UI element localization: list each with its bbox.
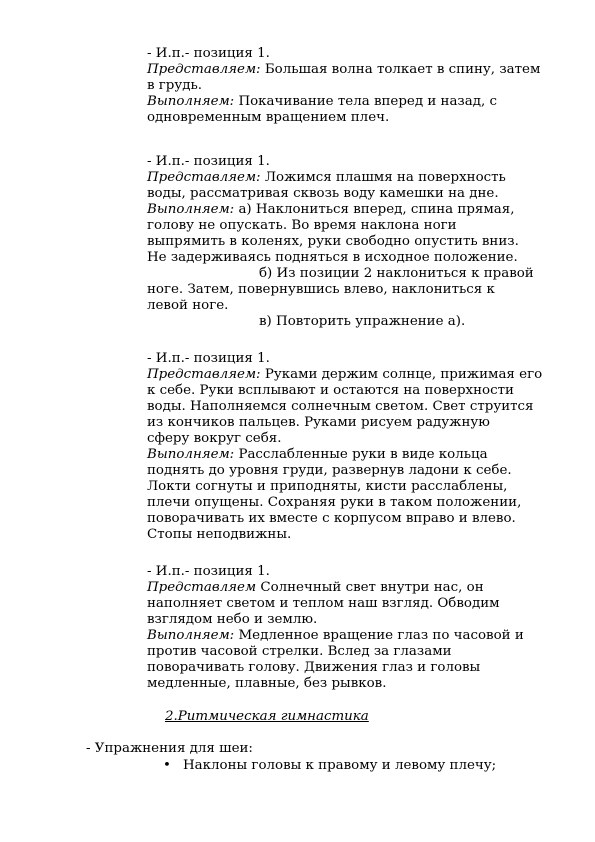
line-label: Выполняем:: [147, 202, 235, 217]
line-label: Представляем: [147, 580, 257, 595]
line-text: Большая волна толкает в спину, затем: [260, 62, 541, 77]
line-text: поворачивать их вместе с корпусом вправо и влево.: [147, 511, 516, 526]
text-line: [147, 383, 567, 399]
text-line: [147, 250, 567, 266]
line-label: Представляем:: [147, 62, 261, 77]
line-text: поворачивать голову. Движения глаз и головы: [147, 660, 481, 675]
text-line: [147, 314, 567, 330]
text-line: [147, 170, 567, 186]
text-line: [147, 564, 567, 580]
text-line: [147, 527, 567, 543]
text-line: [147, 431, 567, 447]
line-text: - И.п.- позиция 1.: [147, 351, 270, 366]
text-line: [147, 415, 567, 431]
text-line: [147, 94, 567, 110]
text-line: [147, 676, 567, 692]
line-text: выпрямить в коленях, руки свободно опустить вниз.: [147, 234, 519, 249]
line-label: Выполняем:: [147, 447, 235, 462]
line-text: - И.п.- позиция 1.: [147, 564, 270, 579]
list-item: [163, 758, 496, 774]
line-text: а) Наклониться вперед, спина прямая,: [234, 202, 515, 217]
text-line: [147, 154, 567, 170]
line-text: наполняет светом и теплом наш взгляд. Обводим: [147, 596, 500, 611]
line-text: в) Повторить упражнение а).: [259, 314, 466, 329]
text-line: [147, 62, 567, 78]
line-text: - И.п.- позиция 1.: [147, 46, 270, 61]
line-text: взглядом небо и землю.: [147, 612, 318, 627]
line-text: б) Из позиции 2 наклониться к правой: [259, 266, 534, 281]
text-line: [147, 660, 567, 676]
line-text: Руками держим солнце, прижимая его: [260, 367, 543, 382]
line-label: Представляем:: [147, 367, 261, 382]
section-title: 2.Ритмическая гимнастика: [165, 709, 369, 724]
text-line: [147, 479, 567, 495]
line-text: - И.п.- позиция 1.: [147, 154, 270, 169]
line-text: плечи опущены. Сохраняя руки в таком положении,: [147, 495, 522, 510]
line-text: Стопы неподвижны.: [147, 527, 292, 542]
text-line: [147, 399, 567, 415]
text-line: [147, 495, 567, 511]
line-text: Покачивание тела вперед и назад, с: [234, 94, 497, 109]
text-line: [147, 447, 567, 463]
exercise-block-1: [147, 46, 567, 126]
text-line: [147, 367, 567, 383]
text-line: [147, 282, 567, 298]
text-line: [147, 266, 567, 282]
line-text: голову не опускать. Во время наклона ноги: [147, 218, 457, 233]
text-line: [147, 298, 567, 314]
line-text: ноге. Затем, повернувшись влево, наклониться к: [147, 282, 495, 297]
text-line: [147, 511, 567, 527]
text-line: [147, 218, 567, 234]
line-label: Выполняем:: [147, 94, 235, 109]
text-line: [147, 351, 567, 367]
text-line: [147, 110, 567, 126]
exercise-block-2: [147, 154, 567, 330]
line-text: Расслабленные руки в виде кольца: [234, 447, 488, 462]
text-line: [147, 186, 567, 202]
line-text: поднять до уровня груди, развернув ладони к себе.: [147, 463, 512, 478]
line-text: Солнечный свет внутри нас, он: [256, 580, 484, 595]
text-line: [147, 580, 567, 596]
line-text: воды. Наполняемся солнечным светом. Свет струится: [147, 399, 534, 414]
text-line: [147, 463, 567, 479]
line-text: сферу вокруг себя.: [147, 431, 282, 446]
list-item-text: Наклоны головы к правому и левому плечу;: [183, 758, 497, 773]
exercises-heading: - Упражнения для шеи:: [86, 741, 253, 756]
line-text: левой ноге.: [147, 298, 229, 313]
line-text: воды, рассматривая сквозь воду камешки на дне.: [147, 186, 499, 201]
text-line: [147, 78, 567, 94]
line-text: к себе. Руки всплывают и остаются на поверхности: [147, 383, 514, 398]
line-text: против часовой стрелки. Вслед за глазами: [147, 644, 452, 659]
text-line: [147, 612, 567, 628]
line-text: из кончиков пальцев. Руками рисуем радужную: [147, 415, 490, 430]
text-line: [147, 628, 567, 644]
line-text: Медленное вращение глаз по часовой и: [234, 628, 524, 643]
line-text: Локти согнуты и приподняты, кисти расслаблены,: [147, 479, 508, 494]
text-line: [147, 234, 567, 250]
line-label: Выполняем:: [147, 628, 235, 643]
text-line: [147, 46, 567, 62]
exercise-block-4: [147, 564, 567, 692]
line-text: медленные, плавные, без рывков.: [147, 676, 387, 691]
text-line: [147, 596, 567, 612]
text-line: [147, 644, 567, 660]
line-label: Представляем:: [147, 170, 261, 185]
line-text: Ложимся плашмя на поверхность: [260, 170, 506, 185]
line-text: одновременным вращением плеч.: [147, 110, 390, 125]
line-text: Не задерживаясь подняться в исходное положение.: [147, 250, 518, 265]
exercise-block-3: [147, 351, 567, 543]
line-text: в грудь.: [147, 78, 203, 93]
text-line: [147, 202, 567, 218]
bullet-icon: •: [163, 758, 171, 773]
